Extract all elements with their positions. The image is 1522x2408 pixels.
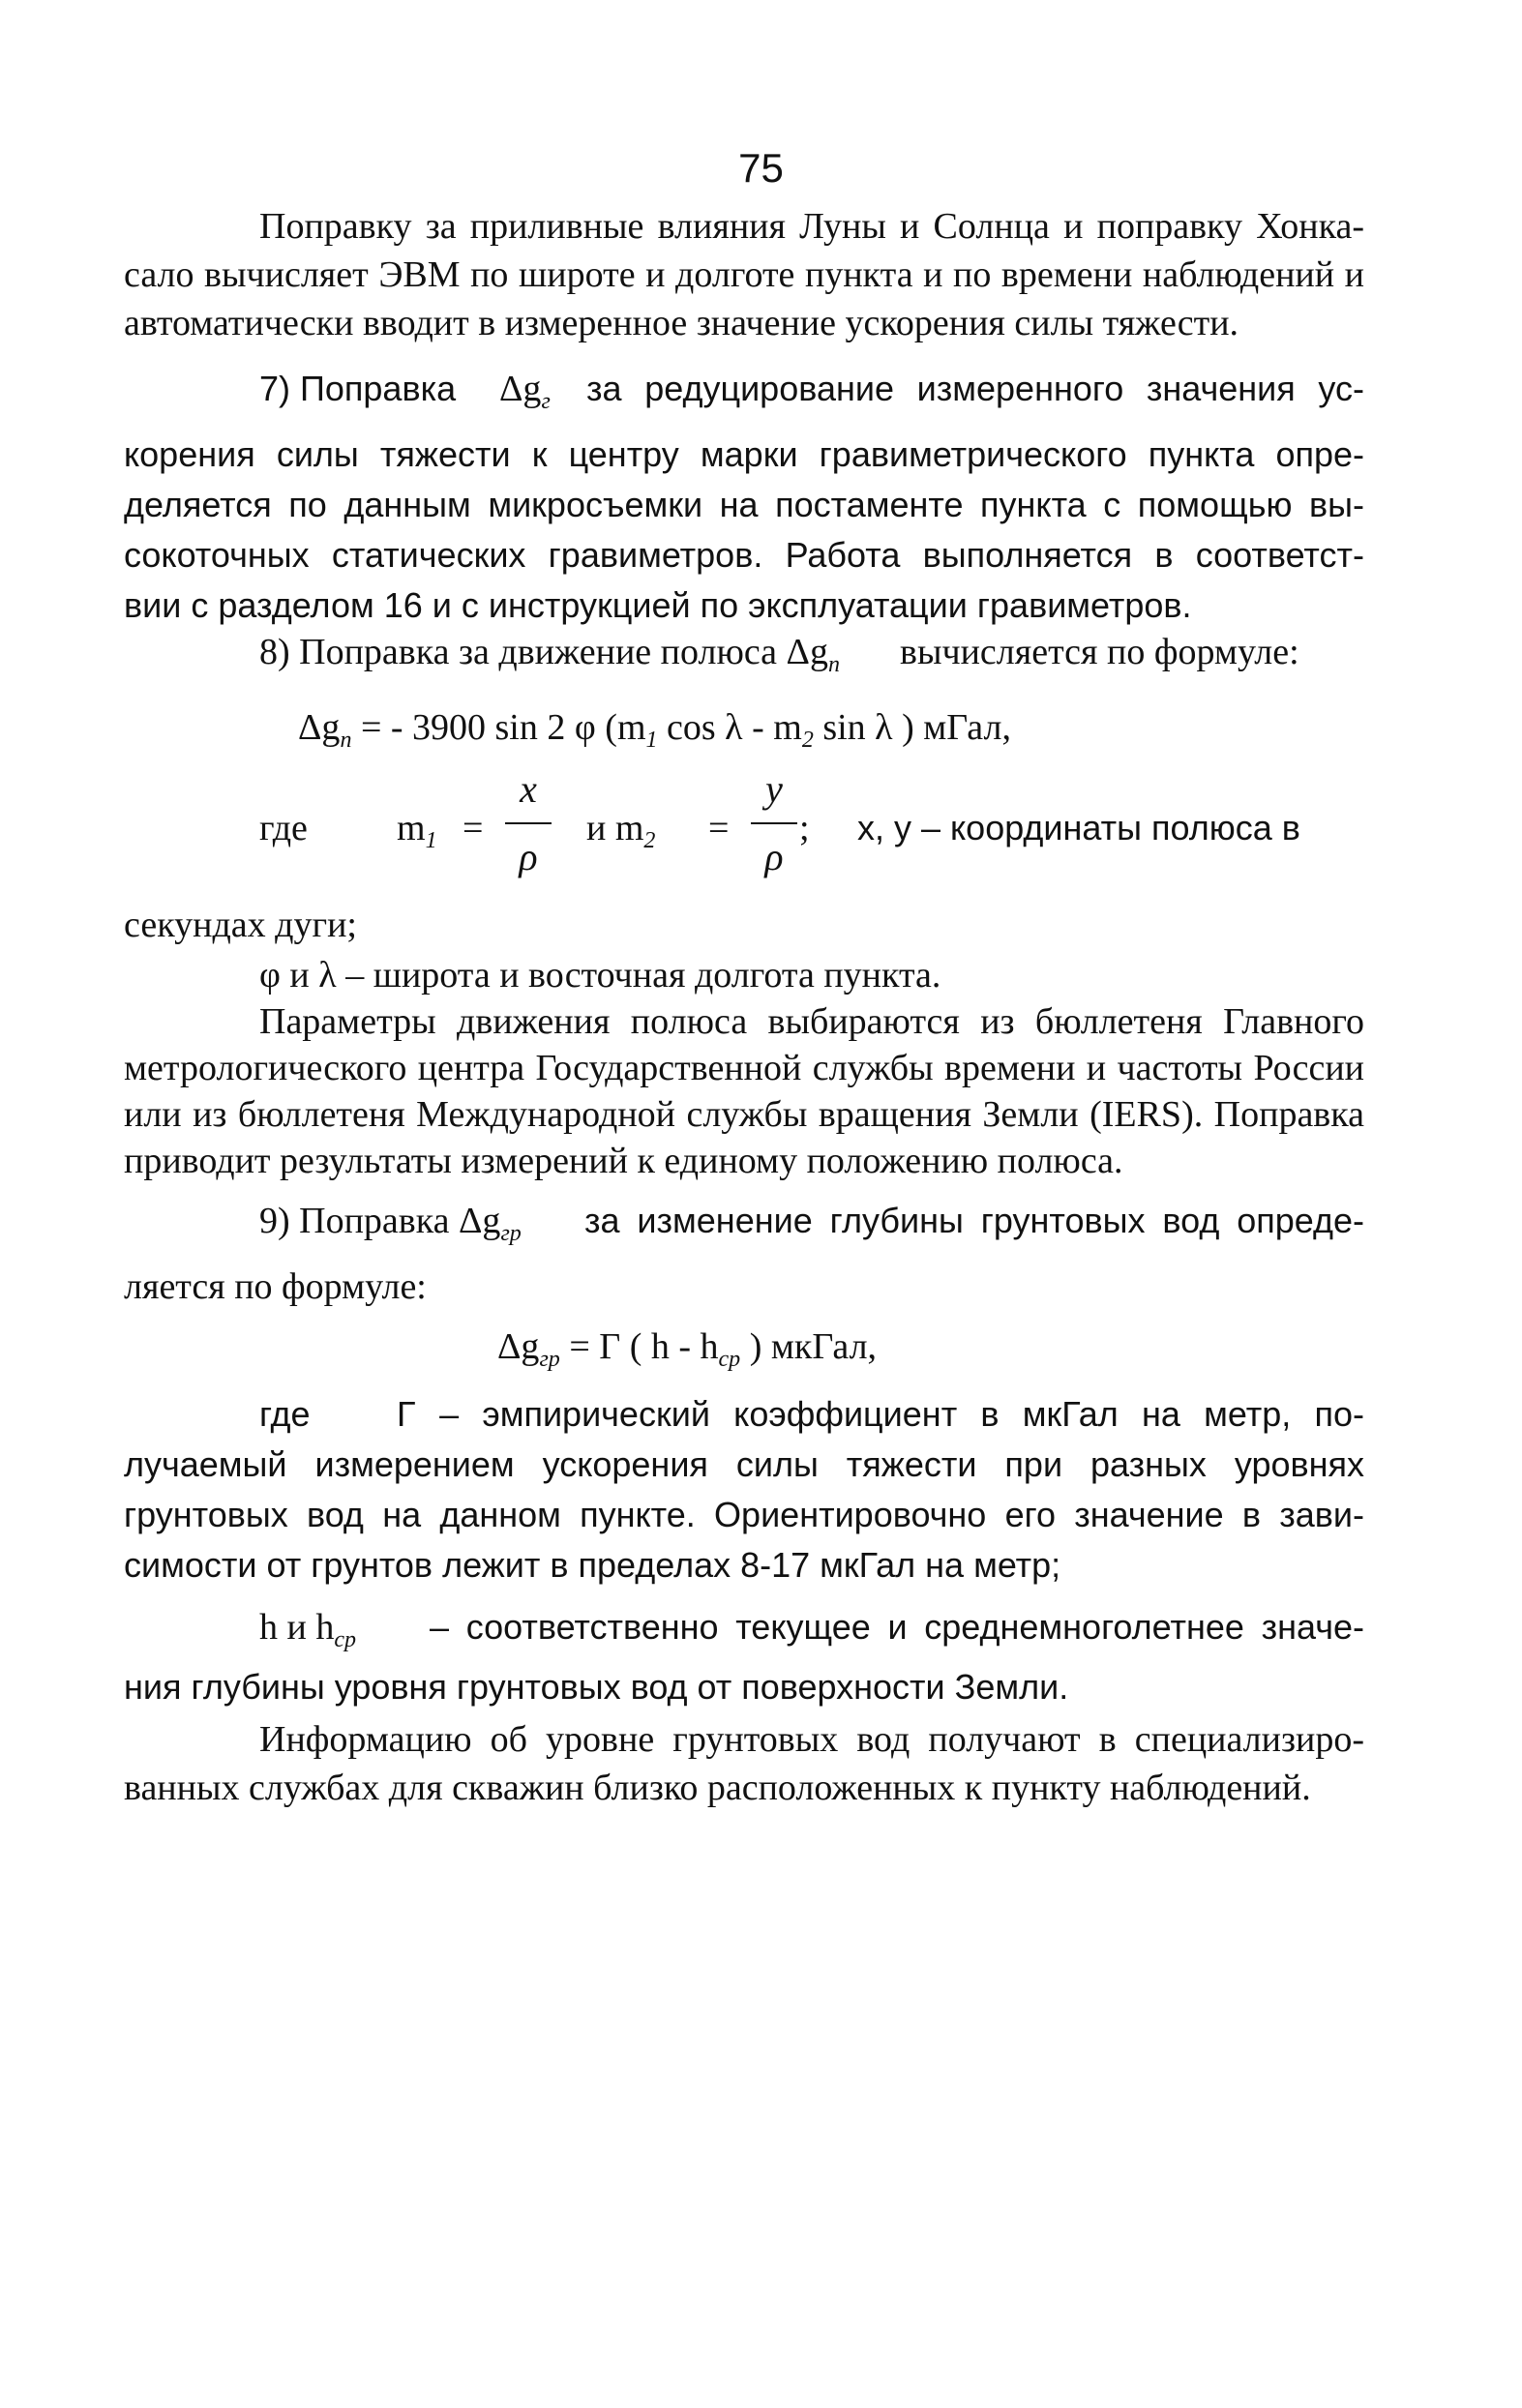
text-line: корения силы тяжести к центру марки гравиметрического пункта опре- (124, 434, 1364, 474)
fraction-bar (751, 822, 797, 824)
text-line: Информацию об уровне грунтовых вод получают в специализиро- (259, 1719, 1364, 1760)
text-line: Поправку за приливные влияния Луны и Солнца и поправку Хонка- (259, 206, 1364, 247)
formula-groundwater-correction: $\Delta g_{гр} = \Gamma$ ( h - $h_{ср}$ ) мкГал, (497, 1326, 878, 1372)
numerator-x: x (520, 767, 537, 811)
text-line: грунтовых вод на данном пункте. Ориентировочно его значение в зави- (124, 1495, 1364, 1534)
formula-pole-correction: $\Delta g_п$ = - 3900 sin 2 φ ($m_1$ cos λ - $m_2$ sin λ ) мГал, (298, 707, 1011, 753)
text-line: за изменение глубины грунтовых вод опреде- (584, 1201, 1364, 1240)
page-number: 75 (738, 145, 784, 191)
equals-sign: = (463, 808, 484, 848)
numerator-y: y (765, 767, 783, 811)
text-line: за редуцирование измеренного значения ус- (586, 369, 1364, 408)
text-line: ванных службах для скважин близко расположенных к пункту наблюдений. (124, 1768, 1311, 1808)
item-8-label: 8) Поправка за движение полюса $\Delta g_п$ (259, 632, 840, 677)
denominator-rho: ρ (519, 835, 538, 878)
text-line: вычисляется по формуле: (900, 632, 1299, 672)
xy-description: x, y – координаты полюса в (857, 808, 1300, 847)
text-line: лучаемый измерением ускорения силы тяжести при разных уровнях (124, 1444, 1364, 1484)
text-line: секундах дуги; (124, 905, 357, 945)
text-line: Γ – эмпирический коэффициент в мкГал на метр, по- (397, 1394, 1364, 1434)
denominator-rho: ρ (764, 835, 784, 878)
fraction-x-over-rho (505, 766, 552, 892)
fraction-y-over-rho (751, 766, 797, 892)
text-line: деляется по данным микросъемки на постаменте пункта с помощью вы- (124, 485, 1364, 524)
fraction-bar (505, 822, 552, 824)
equals-sign: = (708, 808, 730, 848)
h-symbols: h и $h_{ср}$ (259, 1607, 356, 1652)
symbol-dg-g: $\Delta g_г$ (499, 369, 551, 414)
and-m2-symbol: и $m_2$ (586, 808, 656, 853)
where-label: где (259, 1394, 311, 1434)
m1-symbol: $m_1$ (397, 808, 437, 853)
text-line: φ и λ – широта и восточная долгота пункта. (259, 955, 941, 996)
semicolon: ; (799, 808, 810, 848)
where-label: где (259, 808, 308, 848)
text-line: сало вычисляет ЭВМ по широте и долготе пункта и по времени наблюдений и (124, 254, 1364, 295)
text-line: – соответственно текущее и среднемноголетнее значе- (430, 1607, 1364, 1647)
text-line: приводит результаты измерений к единому положению полюса. (124, 1141, 1123, 1181)
text-line: или из бюллетеня Международной службы вращения Земли (IERS). Поправка (124, 1094, 1364, 1135)
item-7-label: 7) Поправка (259, 369, 457, 408)
text-line: автоматически вводит в измеренное значение ускорения силы тяжести. (124, 303, 1239, 343)
text-line: Параметры движения полюса выбираются из бюллетеня Главного (259, 1001, 1364, 1042)
text-line: сокоточных статических гравиметров. Работа выполняется в соответст- (124, 535, 1364, 575)
text-line: метрологического центра Государственной службы времени и частоты России (124, 1048, 1364, 1088)
text-line: ляется по формуле: (124, 1266, 427, 1307)
text-line: ния глубины уровня грунтовых вод от поверхности Земли. (124, 1667, 1069, 1707)
item-9-label: 9) Поправка $\Delta g_{гр}$ (259, 1201, 522, 1246)
text-line: симости от грунтов лежит в пределах 8-17 мкГал на метр; (124, 1545, 1061, 1585)
text-line: вии с разделом 16 и с инструкцией по эксплуатации гравиметров. (124, 585, 1192, 625)
